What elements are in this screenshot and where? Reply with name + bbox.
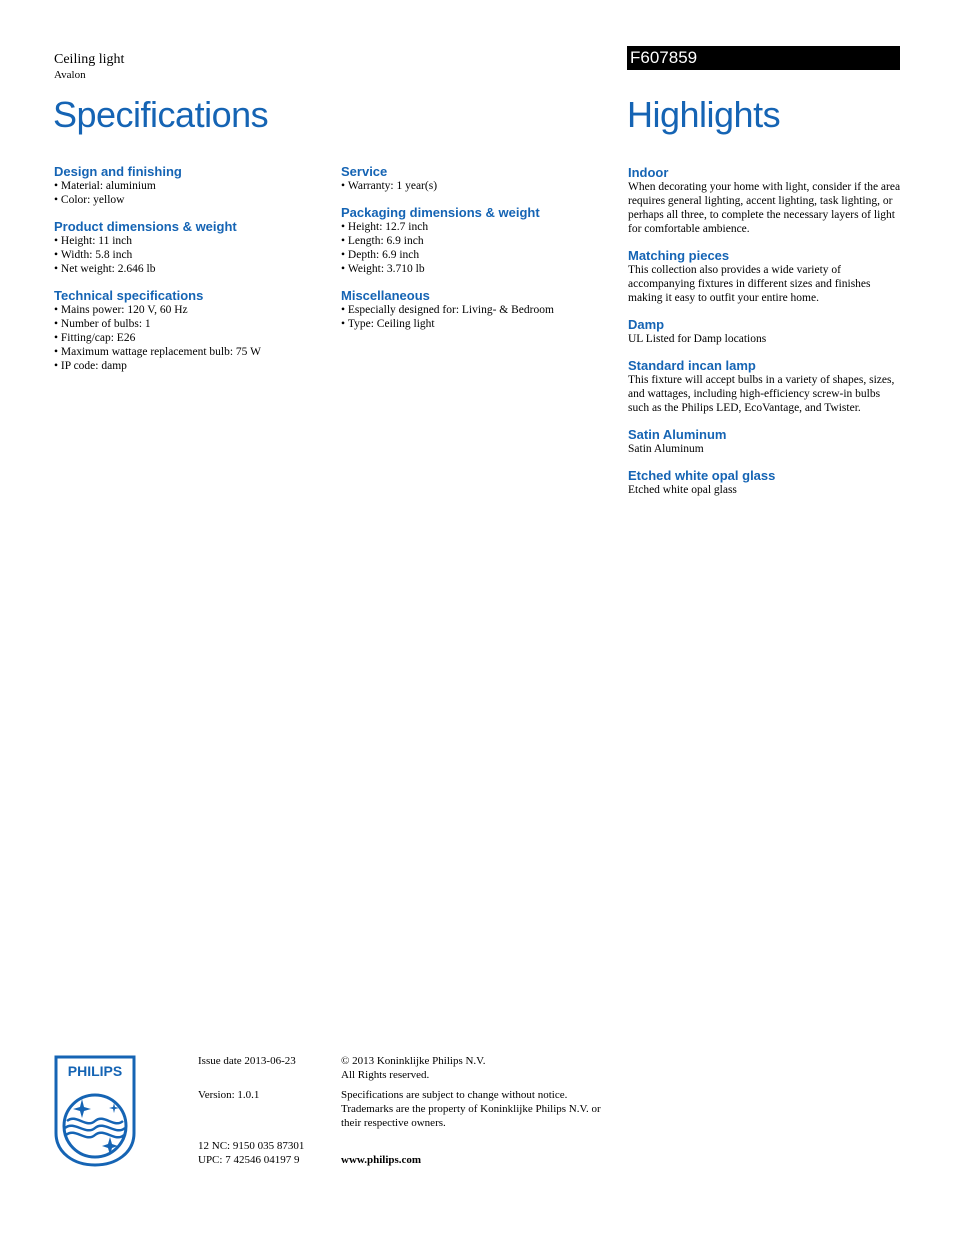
spec-item: • Net weight: 2.646 lb xyxy=(54,262,324,276)
highlight-title: Matching pieces xyxy=(628,248,730,263)
spec-item: • Especially designed for: Living- & Bedroom xyxy=(341,303,611,317)
spec-section-title: Packaging dimensions & weight xyxy=(341,205,540,220)
disclaimer: Specifications are subject to change without notice. Trademarks are the property of Koninklijke Philips N.V. or their respective owners. xyxy=(341,1089,601,1129)
specs-column-right xyxy=(341,164,611,343)
highlight-matching-pieces xyxy=(628,248,903,305)
highlight-text: This fixture will accept bulbs in a variety of shapes, sizes, and wattages, including high-efficiency screw-in bulbs such as the Philips LED, EcoVantage, and Twister. xyxy=(628,374,895,414)
highlight-title: Etched white opal glass xyxy=(628,468,776,483)
spec-item: • Mains power: 120 V, 60 Hz xyxy=(54,303,324,317)
highlights-title: Highlights xyxy=(627,94,781,135)
spec-item: • IP code: damp xyxy=(54,359,324,373)
highlight-satin-aluminum xyxy=(628,427,903,456)
spec-section-title: Product dimensions & weight xyxy=(54,219,237,234)
spec-section-title: Service xyxy=(341,164,388,179)
nc-code: 12 NC: 9150 035 87301 xyxy=(198,1140,305,1152)
spec-section-title: Technical specifications xyxy=(54,288,204,303)
copyright: © 2013 Koninklijke Philips N.V. xyxy=(341,1055,486,1067)
logo-wordmark: PHILIPS xyxy=(67,1063,123,1079)
spec-section-title: Miscellaneous xyxy=(341,288,430,303)
spec-section-technical xyxy=(54,288,324,373)
spec-section-title: Design and finishing xyxy=(54,164,182,179)
spec-section-misc xyxy=(341,288,611,331)
spec-item: • Number of bulbs: 1 xyxy=(54,317,324,331)
specs-column-left xyxy=(54,164,324,385)
version: Version: 1.0.1 xyxy=(198,1089,260,1101)
spec-item: • Color: yellow xyxy=(54,193,324,207)
specifications-title: Specifications xyxy=(53,94,269,135)
spec-item: • Depth: 6.9 inch xyxy=(341,248,611,262)
upc-code: UPC: 7 42546 04197 9 xyxy=(198,1154,300,1166)
product-type: Ceiling light xyxy=(54,52,125,67)
spec-item: • Length: 6.9 inch xyxy=(341,234,611,248)
philips-shield-logo xyxy=(54,1055,136,1167)
highlight-title: Indoor xyxy=(628,165,669,180)
highlight-text: Etched white opal glass xyxy=(628,484,737,496)
highlight-etched-glass xyxy=(628,468,903,497)
spec-item: • Warranty: 1 year(s) xyxy=(341,179,611,193)
website-link[interactable]: www.philips.com xyxy=(341,1154,422,1166)
spec-item: • Type: Ceiling light xyxy=(341,317,611,331)
highlight-text: Satin Aluminum xyxy=(628,443,704,455)
spec-item: • Fitting/cap: E26 xyxy=(54,331,324,345)
highlight-title: Standard incan lamp xyxy=(628,358,756,373)
highlight-title: Damp xyxy=(628,317,665,332)
spec-section-packaging xyxy=(341,205,611,276)
highlight-indoor xyxy=(628,165,903,236)
highlight-text: UL Listed for Damp locations xyxy=(628,333,767,345)
highlight-title: Satin Aluminum xyxy=(628,427,727,442)
spec-item: • Width: 5.8 inch xyxy=(54,248,324,262)
rights-reserved: All Rights reserved. xyxy=(341,1069,430,1081)
highlight-damp xyxy=(628,317,903,346)
highlight-standard-incan-lamp xyxy=(628,358,903,415)
spec-section-design xyxy=(54,164,324,207)
spec-item: • Height: 11 inch xyxy=(54,234,324,248)
issue-date: Issue date 2013-06-23 xyxy=(198,1055,296,1067)
highlight-text: This collection also provides a wide variety of accompanying fixtures in different sizes and finishes making it easy to outfit your entire home. xyxy=(628,264,871,304)
highlight-text: When decorating your home with light, consider if the area requires general lighting, accent lighting, task lighting, or perhaps all three, to complete the necessary layers of light for comfortable ambience. xyxy=(628,181,901,235)
highlights-column xyxy=(628,165,903,509)
spec-item: • Weight: 3.710 lb xyxy=(341,262,611,276)
spec-section-service xyxy=(341,164,611,193)
spec-item: • Height: 12.7 inch xyxy=(341,220,611,234)
product-name: Avalon xyxy=(54,69,86,81)
spec-item: • Material: aluminium xyxy=(54,179,324,193)
spec-section-dimensions xyxy=(54,219,324,276)
product-code-bar: F607859 xyxy=(627,46,900,70)
spec-item: • Maximum wattage replacement bulb: 75 W xyxy=(54,345,324,359)
